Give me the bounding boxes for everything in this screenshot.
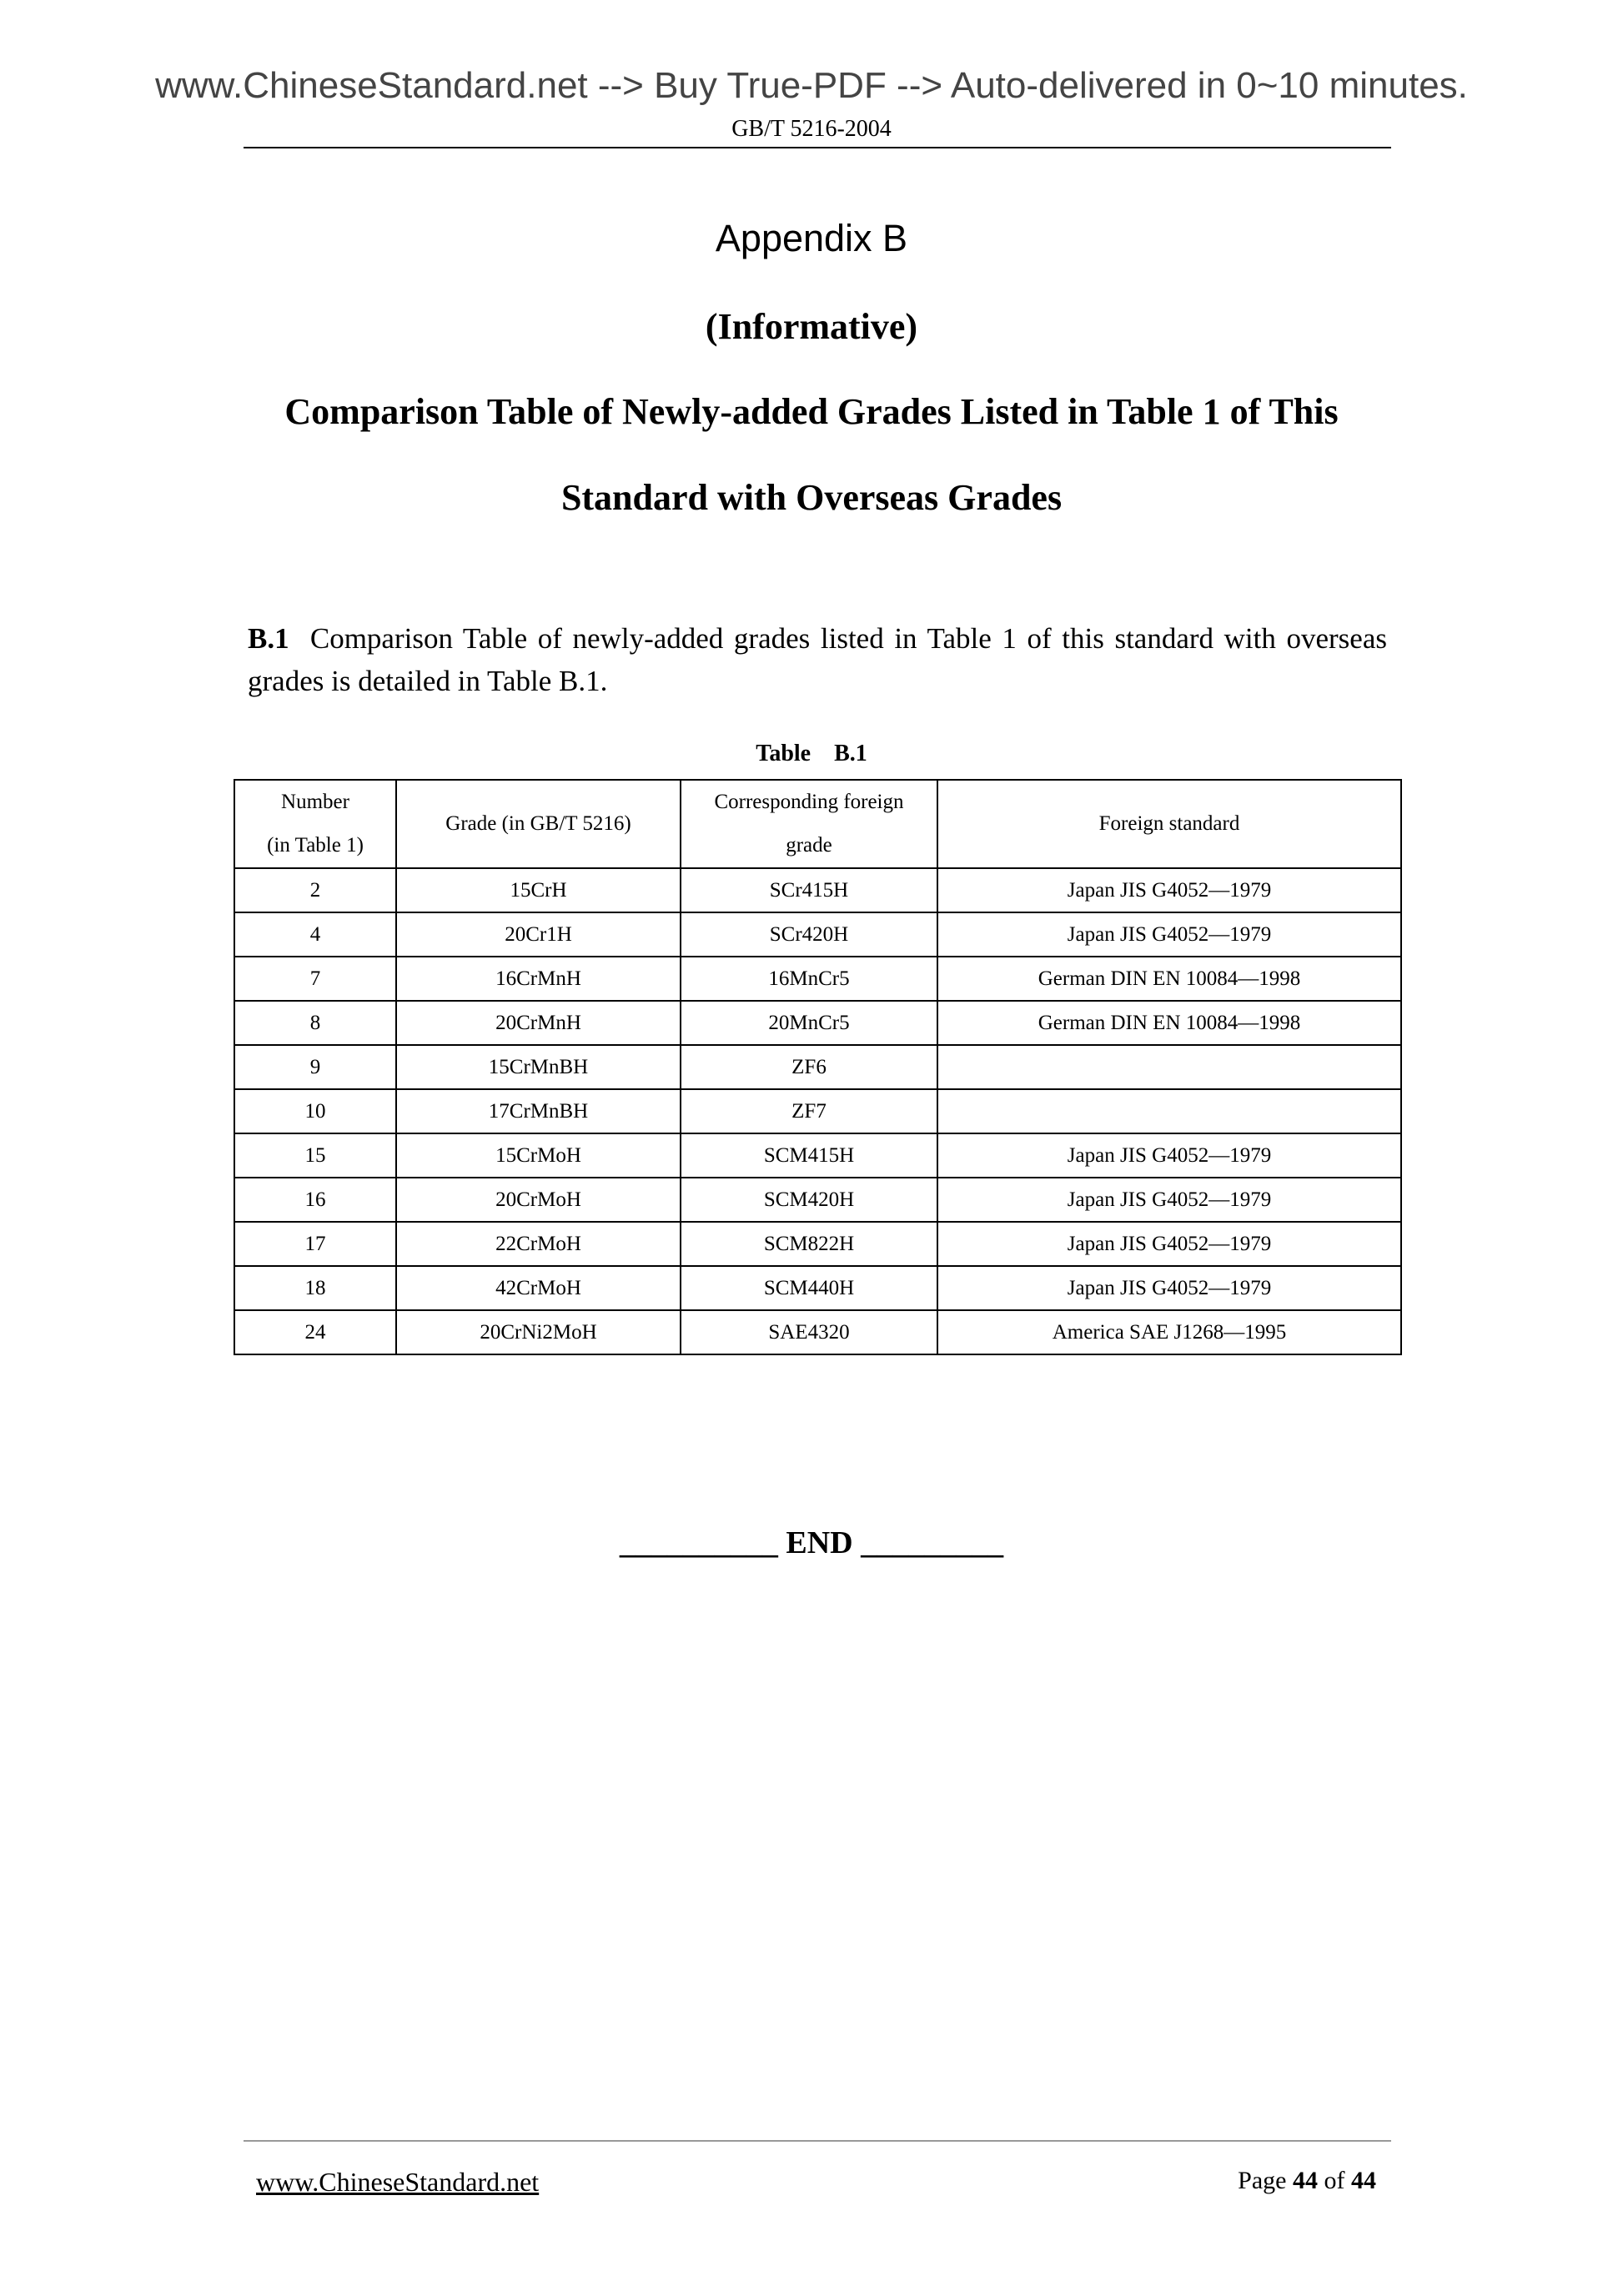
cell-number: 17 [234, 1222, 396, 1266]
cell-foreign-grade: 16MnCr5 [681, 957, 937, 1001]
cell-grade: 16CrMnH [396, 957, 681, 1001]
cell-grade: 20CrMoH [396, 1178, 681, 1222]
cell-foreign-standard: Japan JIS G4052—1979 [937, 912, 1401, 957]
header-text: grade [786, 834, 832, 857]
cell-number: 7 [234, 957, 396, 1001]
cell-number: 9 [234, 1045, 396, 1089]
informative-label: (Informative) [705, 306, 918, 347]
table-row [234, 1178, 1401, 1222]
table-row [234, 1001, 1401, 1045]
cell-grade: 20CrMnH [396, 1001, 681, 1045]
table-row [234, 1133, 1401, 1178]
page-prefix: Page [1238, 2167, 1293, 2194]
cell-foreign-standard [937, 1089, 1401, 1133]
paragraph-b1 [248, 617, 1387, 702]
header-text: Number [281, 791, 349, 813]
cell-number: 8 [234, 1001, 396, 1045]
cell-grade: 15CrH [396, 868, 681, 912]
header-number [234, 780, 396, 868]
table-row [234, 1310, 1401, 1354]
table-row [234, 1045, 1401, 1089]
cell-number: 4 [234, 912, 396, 957]
cell-number: 15 [234, 1133, 396, 1178]
cell-grade: 15CrMoH [396, 1133, 681, 1178]
cell-foreign-grade: SAE4320 [681, 1310, 937, 1354]
cell-grade: 42CrMoH [396, 1266, 681, 1310]
cell-foreign-grade: 20MnCr5 [681, 1001, 937, 1045]
header-text: Grade (in GB/T 5216) [445, 812, 631, 835]
cell-grade: 20Cr1H [396, 912, 681, 957]
table-row [234, 912, 1401, 957]
cell-foreign-standard: Japan JIS G4052—1979 [937, 1133, 1401, 1178]
table-header-row [234, 780, 1401, 868]
table-caption: Table B.1 [756, 741, 867, 766]
title-line-2: Standard with Overseas Grades [560, 477, 1063, 518]
cell-foreign-standard: Japan JIS G4052—1979 [937, 1178, 1401, 1222]
header-foreign-standard [937, 780, 1401, 868]
header-grade [396, 780, 681, 868]
table-row [234, 957, 1401, 1001]
header-text: (in Table 1) [267, 834, 364, 857]
header-foreign-grade [681, 780, 937, 868]
title-line-1: Comparison Table of Newly-added Grades Listed in Table 1 of This [284, 391, 1339, 432]
footer-divider [244, 2140, 1391, 2142]
appendix-heading: Appendix B [715, 217, 908, 259]
cell-foreign-standard: German DIN EN 10084—1998 [937, 957, 1401, 1001]
cell-foreign-grade: SCr415H [681, 868, 937, 912]
cell-foreign-grade: SCM822H [681, 1222, 937, 1266]
cell-number: 10 [234, 1089, 396, 1133]
promo-banner: www.ChineseStandard.net --> Buy True-PDF --> Auto-delivered in 0~10 minutes. [155, 65, 1468, 106]
cell-grade: 22CrMoH [396, 1222, 681, 1266]
cell-foreign-standard: Japan JIS G4052—1979 [937, 1222, 1401, 1266]
end-marker: __________ END _________ [619, 1525, 1004, 1560]
footer-website-link[interactable]: www.ChineseStandard.net [256, 2167, 540, 2197]
current-page: 44 [1293, 2167, 1318, 2194]
table-row [234, 1222, 1401, 1266]
table-row [234, 868, 1401, 912]
header-text: Corresponding foreign [714, 791, 904, 813]
cell-foreign-grade: SCr420H [681, 912, 937, 957]
cell-number: 18 [234, 1266, 396, 1310]
paragraph-text: Comparison Table of newly-added grades listed in Table 1 of this standard with overseas grades is detailed in Table B.1. [248, 622, 1387, 697]
cell-grade: 20CrNi2MoH [396, 1310, 681, 1354]
table-row [234, 1089, 1401, 1133]
cell-foreign-grade: SCM420H [681, 1178, 937, 1222]
page-number [1238, 2167, 1376, 2195]
comparison-table [234, 779, 1402, 1355]
cell-foreign-standard: German DIN EN 10084—1998 [937, 1001, 1401, 1045]
cell-foreign-standard [937, 1045, 1401, 1089]
header-divider [244, 147, 1391, 148]
total-pages: 44 [1351, 2167, 1376, 2194]
header-text: Foreign standard [1098, 812, 1240, 835]
cell-number: 24 [234, 1310, 396, 1354]
cell-foreign-standard: Japan JIS G4052—1979 [937, 1266, 1401, 1310]
page-mid: of [1318, 2167, 1351, 2194]
cell-foreign-standard: Japan JIS G4052—1979 [937, 868, 1401, 912]
table-row [234, 1266, 1401, 1310]
cell-foreign-grade: SCM415H [681, 1133, 937, 1178]
cell-foreign-grade: ZF7 [681, 1089, 937, 1133]
cell-number: 16 [234, 1178, 396, 1222]
cell-grade: 15CrMnBH [396, 1045, 681, 1089]
cell-foreign-grade: ZF6 [681, 1045, 937, 1089]
paragraph-label: B.1 [248, 622, 289, 655]
cell-number: 2 [234, 868, 396, 912]
document-id: GB/T 5216-2004 [731, 116, 892, 142]
cell-foreign-grade: SCM440H [681, 1266, 937, 1310]
cell-grade: 17CrMnBH [396, 1089, 681, 1133]
cell-foreign-standard: America SAE J1268—1995 [937, 1310, 1401, 1354]
